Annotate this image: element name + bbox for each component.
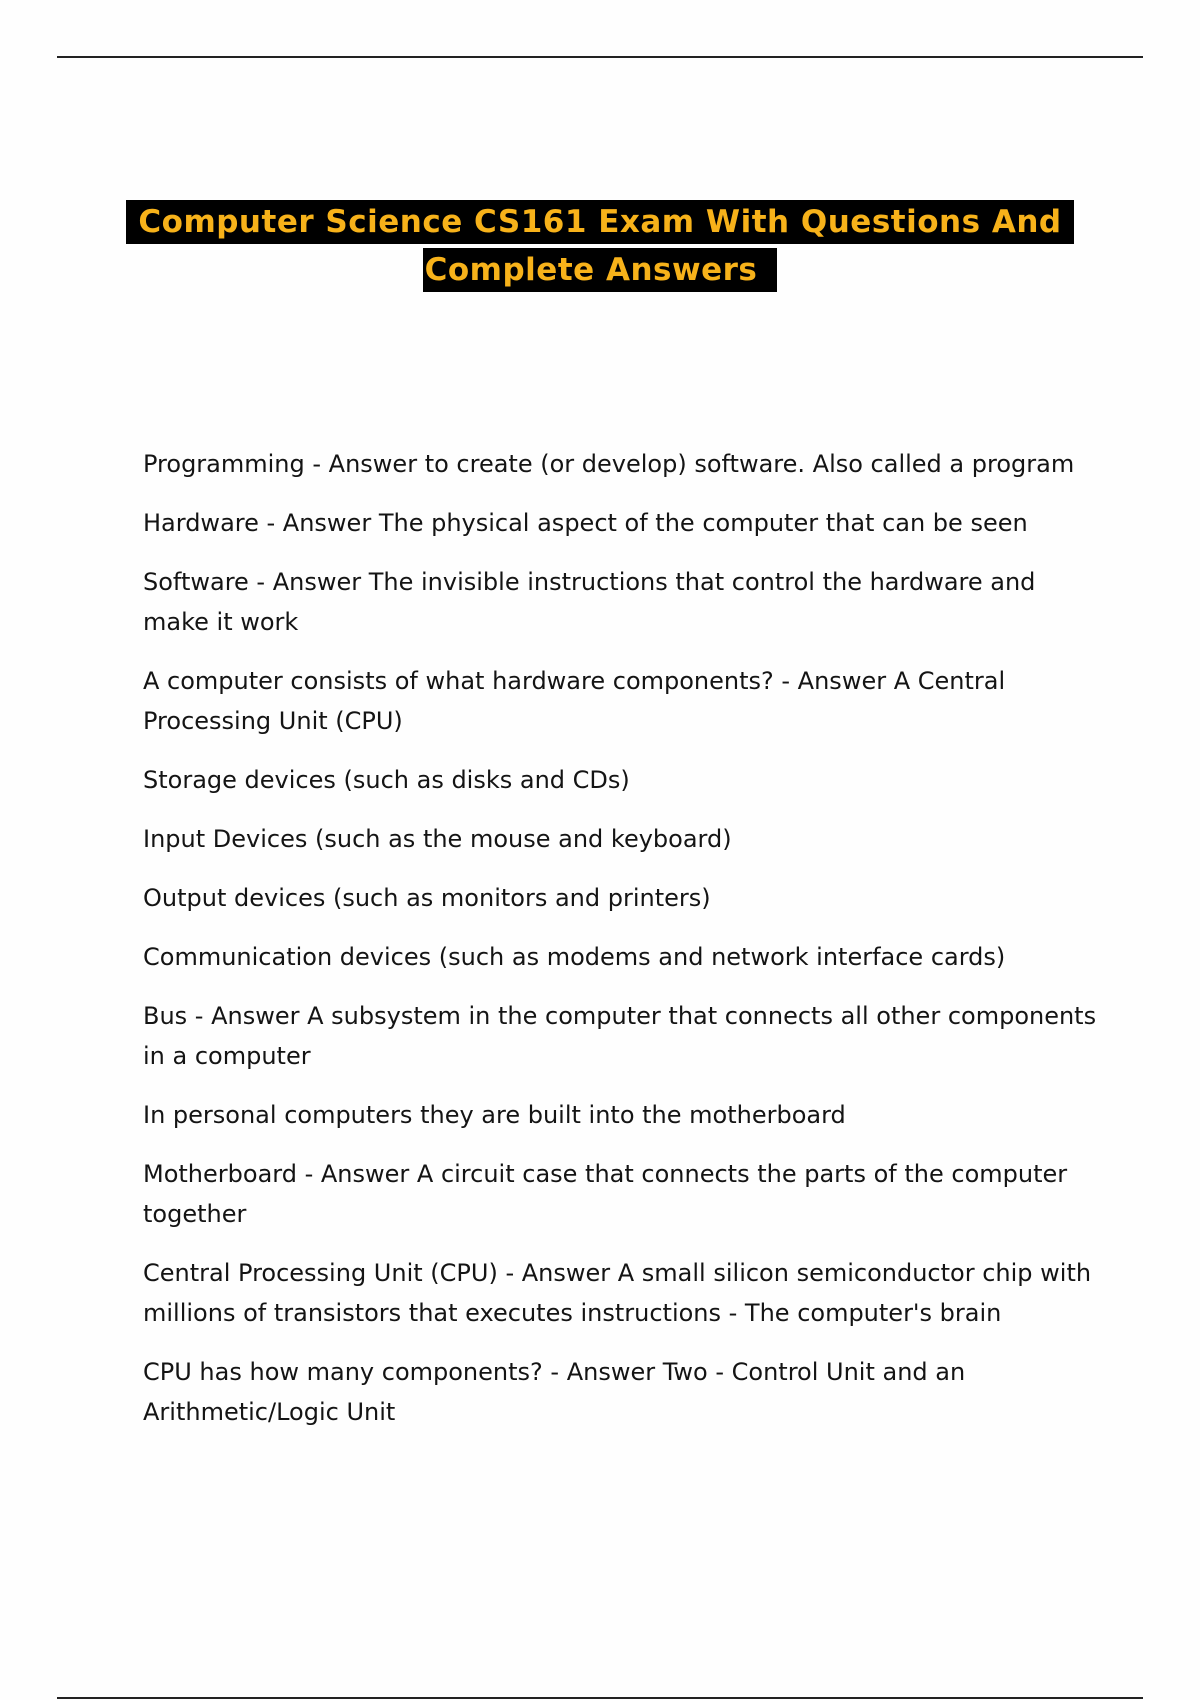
qa-item-programming: Programming - Answer to create (or develop) software. Also called a program bbox=[143, 450, 1075, 478]
qa-item-motherboard: Motherboard - Answer A circuit case that connects the parts of the computer together bbox=[143, 1160, 1068, 1228]
qa-item-cpu-components: CPU has how many components? - Answer Two - Control Unit and an Arithmetic/Logic Unit bbox=[143, 1358, 966, 1426]
qa-item-input-devices: Input Devices (such as the mouse and keyboard) bbox=[143, 825, 732, 853]
qa-item-bus: Bus - Answer A subsystem in the computer that connects all other components in a computer bbox=[143, 1002, 1097, 1070]
qa-item-communication-devices: Communication devices (such as modems and network interface cards) bbox=[143, 943, 1006, 971]
qa-item-motherboard-note: In personal computers they are built into the motherboard bbox=[143, 1101, 846, 1129]
qa-item-hardware-components: A computer consists of what hardware components? - Answer A Central Processing Unit (CPU) bbox=[143, 667, 1006, 735]
top-rule bbox=[57, 56, 1143, 58]
title-line-1: Computer Science CS161 Exam With Questions And bbox=[126, 200, 1073, 244]
title-line-2: Complete Answers bbox=[423, 248, 778, 292]
qa-item-hardware: Hardware - Answer The physical aspect of the computer that can be seen bbox=[143, 509, 1028, 537]
qa-item-storage-devices: Storage devices (such as disks and CDs) bbox=[143, 766, 630, 794]
qa-list bbox=[143, 444, 1098, 1451]
title-block bbox=[120, 200, 1080, 298]
bottom-rule bbox=[57, 1697, 1143, 1699]
qa-item-cpu: Central Processing Unit (CPU) - Answer A small silicon semiconductor chip with millions of transistors that executes instructions - The computer's brain bbox=[143, 1259, 1092, 1327]
qa-item-output-devices: Output devices (such as monitors and printers) bbox=[143, 884, 711, 912]
qa-item-software: Software - Answer The invisible instructions that control the hardware and make it work bbox=[143, 568, 1036, 636]
